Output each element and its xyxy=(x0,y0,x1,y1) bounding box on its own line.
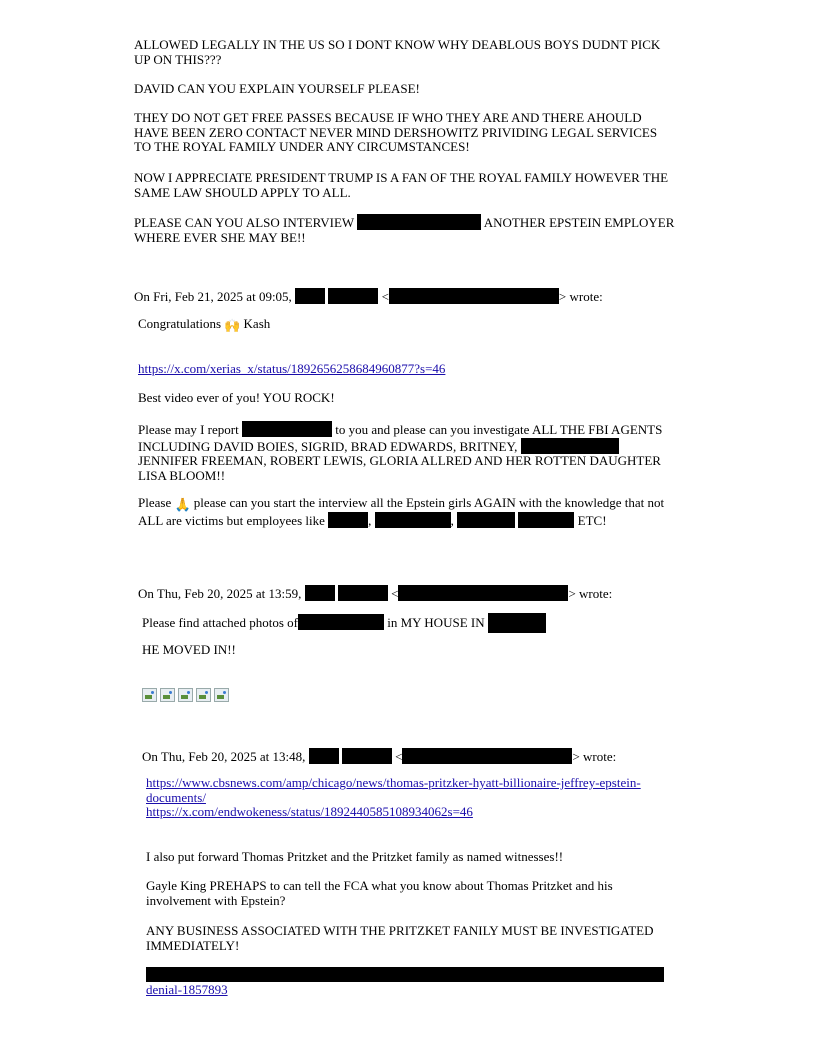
broken-image-icon[interactable] xyxy=(160,688,175,702)
redaction xyxy=(295,288,325,304)
redaction xyxy=(375,512,451,528)
redaction xyxy=(398,585,568,601)
redaction xyxy=(328,512,368,528)
redaction xyxy=(518,512,574,528)
redaction xyxy=(242,421,332,437)
redaction xyxy=(309,748,339,764)
quote-1-link[interactable]: https://x.com/xerias_x/status/1892656258684960877?s=46 xyxy=(138,361,446,376)
redaction xyxy=(402,748,572,764)
redaction xyxy=(389,288,559,304)
redaction xyxy=(342,748,392,764)
quote-1-header: On Fri, Feb 21, 2025 at 09:05, < > wrote: xyxy=(134,289,603,304)
gayle-paragraph: Gayle King PREHAPS to can tell the FCA what you know about Thomas Pritzket and his involvement with Epstein? xyxy=(146,878,613,908)
best-video-line: Best video ever of you! YOU ROCK! xyxy=(138,390,335,405)
moved-in-line: HE MOVED IN!! xyxy=(142,642,236,657)
redaction xyxy=(328,288,378,304)
redaction xyxy=(488,613,546,633)
broken-image-icon[interactable] xyxy=(214,688,229,702)
denial-link[interactable]: denial-1857893 xyxy=(146,981,228,997)
top-paragraph-2: DAVID CAN YOU EXPLAIN YOURSELF PLEASE! xyxy=(134,81,420,96)
quote-3-header: On Thu, Feb 20, 2025 at 13:48, < > wrote: xyxy=(142,749,617,764)
redaction xyxy=(305,585,335,601)
photos-line: Please find attached photos of in MY HOUSE IN xyxy=(142,613,546,633)
redaction xyxy=(357,214,481,230)
quote-2-header: On Thu, Feb 20, 2025 at 13:59, < > wrote: xyxy=(138,586,613,601)
redaction xyxy=(298,614,384,630)
witness-line: I also put forward Thomas Pritzket and the Pritzket family as named witnesses!! xyxy=(146,849,564,864)
cbs-news-link[interactable]: https://www.cbsnews.com/amp/chicago/news/thomas-pritzker-hyatt-billionaire-jeffrey-epstein- xyxy=(146,775,641,790)
broken-image-icon[interactable] xyxy=(178,688,193,702)
quote-3-links xyxy=(146,776,641,820)
redaction xyxy=(146,967,664,982)
redaction xyxy=(338,585,388,601)
broken-image-icon[interactable] xyxy=(142,688,157,702)
top-paragraph-3: THEY DO NOT GET FREE PASSES BECAUSE IF WHO THEY ARE AND THERE AHOULD HAVE BEEN ZERO CONTACT NEVER MIND DERSHOWITZ PRIVIDING LEGAL SERVICES TO THE ROYAL FAMILY UNDER ANY CIRCUMSTANCES! xyxy=(134,110,658,155)
x-endwokeness-link[interactable]: https://x.com/endwokeness/status/1892440585108934062s=46 xyxy=(146,804,473,820)
report-paragraph: Please may I report to you and please can you investigate ALL THE FBI AGENTS INCLUDING DAVID BOIES, SIGRID, BRAD EDWARDS, BRITNEY, JENNIFER FREEMAN, ROBERT LEWIS, GLORIA ALLRED AND HER ROTTEN DAUGHTER LISA BLOOM!! xyxy=(138,422,663,483)
raised-hands-icon: 🙌 xyxy=(224,318,241,333)
top-paragraph-5: PLEASE CAN YOU ALSO INTERVIEW ANOTHER EPSTEIN EMPLOYER WHERE EVER SHE MAY BE!! xyxy=(134,215,675,245)
broken-image-icon[interactable] xyxy=(196,688,211,702)
folded-hands-icon: 🙏 xyxy=(174,497,191,512)
attached-images xyxy=(142,688,232,706)
congrats-line: Congratulations 🙌 Kash xyxy=(138,316,271,333)
top-paragraph-4: NOW I APPRECIATE PRESIDENT TRUMP IS A FAN OF THE ROYAL FAMILY HOWEVER THE SAME LAW SHOULD APPLY TO ALL. xyxy=(134,170,669,200)
cbs-news-link-cont[interactable]: documents/ xyxy=(146,789,206,805)
redaction xyxy=(521,438,619,454)
redaction xyxy=(457,512,515,528)
top-paragraph-1: ALLOWED LEGALLY IN THE US SO I DONT KNOW WHY DEABLOUS BOYS DUDNT PICK UP ON THIS??? xyxy=(134,37,661,67)
redacted-link-block xyxy=(146,967,664,997)
business-paragraph: ANY BUSINESS ASSOCIATED WITH THE PRITZKET FANILY MUST BE INVESTIGATED IMMEDIATELY! xyxy=(146,923,654,953)
please-paragraph: Please 🙏 please can you start the interview all the Epstein girls AGAIN with the knowledge that not ALL are victims but employees like , , ETC! xyxy=(138,495,665,528)
